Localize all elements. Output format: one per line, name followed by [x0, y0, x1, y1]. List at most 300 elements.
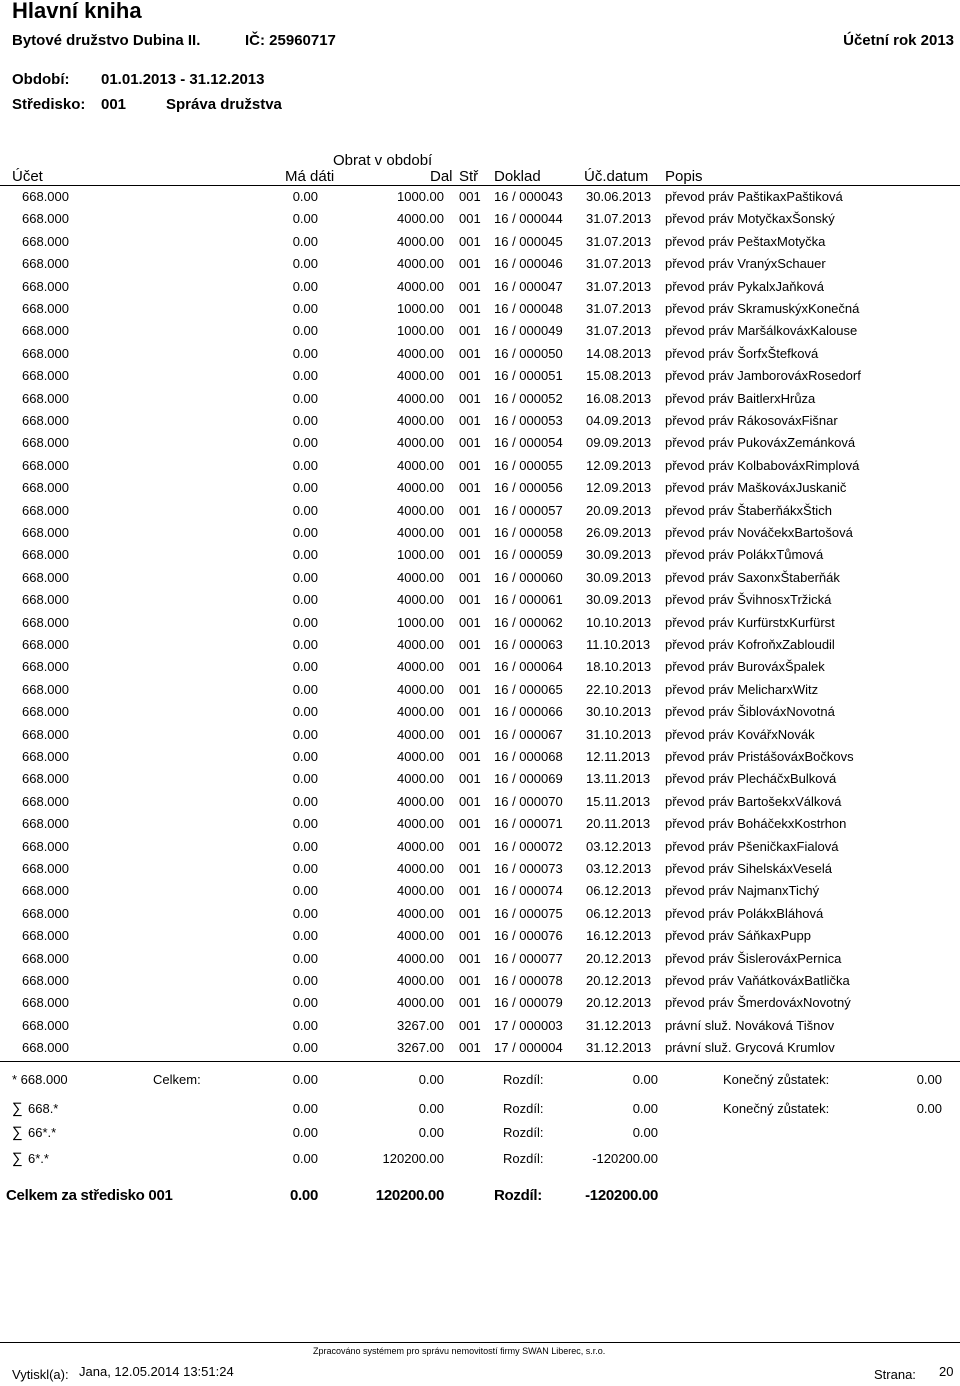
row-description: převod práv RákosováxFišnar	[665, 413, 838, 428]
row-credit: 1000.00	[397, 189, 444, 204]
row-center: 001	[459, 256, 481, 272]
row-description: převod práv MaršálkováxKalouse	[665, 323, 858, 339]
row-debit: 0.00	[292, 950, 318, 966]
row-center: 001	[459, 659, 481, 675]
sum-account: 66*.*	[28, 1125, 57, 1140]
col-credit: Dal	[430, 168, 453, 185]
row-date: 12.09.2013	[586, 480, 652, 496]
row-account: 668.000	[22, 973, 69, 988]
row-debit: 0.00	[292, 905, 318, 921]
sum-account: 6*.*	[28, 1151, 49, 1166]
row-center: 001	[459, 502, 481, 518]
table-row	[0, 816, 960, 838]
table-row	[0, 749, 960, 771]
row-document: 16 / 000045	[494, 233, 563, 249]
row-debit: 0.00	[292, 1040, 318, 1056]
row-debit: 0.00	[292, 771, 318, 787]
row-description: převod práv ŠiblováxNovotná	[665, 704, 835, 720]
row-description: převod práv ŠtaberňákxŠtich	[665, 502, 832, 518]
table-row	[0, 682, 960, 704]
row-center: 001	[459, 816, 481, 832]
row-date: 30.09.2013	[586, 592, 652, 608]
row-account: 668.000	[22, 659, 69, 675]
row-date: 31.07.2013	[586, 323, 652, 339]
row-document: 16 / 000046	[494, 256, 563, 272]
row-center: 001	[459, 1017, 481, 1033]
row-debit: 0.00	[292, 256, 318, 272]
row-account: 668.000	[22, 457, 69, 473]
row-credit: 1000.00	[397, 301, 444, 316]
row-description: převod práv VaňátkováxBatlička	[665, 973, 850, 988]
center-name: Správa družstva	[166, 96, 282, 113]
row-account: 668.000	[22, 256, 69, 272]
row-center: 001	[459, 189, 481, 204]
table-row	[0, 503, 960, 525]
sum-balance-label: Konečný zůstatek:	[723, 1101, 830, 1116]
row-account: 668.000	[22, 726, 69, 742]
row-debit: 0.00	[292, 861, 318, 876]
row-center: 001	[459, 592, 481, 608]
row-description: převod práv PšeničkaxFialová	[665, 838, 839, 854]
row-account: 668.000	[22, 1040, 69, 1056]
row-document: 16 / 000075	[494, 905, 563, 921]
table-row	[0, 346, 960, 368]
row-account: 668.000	[22, 816, 69, 832]
report-title: Hlavní kniha	[12, 0, 142, 23]
row-center: 001	[459, 345, 481, 361]
row-date: 20.11.2013	[586, 816, 651, 832]
row-debit: 0.00	[292, 637, 318, 652]
row-account: 668.000	[22, 435, 69, 451]
row-document: 16 / 000068	[494, 749, 563, 764]
row-date: 18.10.2013	[586, 659, 652, 675]
row-center: 001	[459, 973, 481, 988]
row-date: 12.09.2013	[586, 457, 652, 473]
row-credit: 4000.00	[397, 569, 444, 585]
table-row	[0, 951, 960, 973]
row-debit: 0.00	[292, 278, 318, 294]
table-row	[0, 727, 960, 749]
row-date: 20.12.2013	[586, 995, 652, 1011]
row-document: 16 / 000062	[494, 614, 563, 630]
row-date: 31.10.2013	[586, 726, 652, 742]
row-document: 16 / 000077	[494, 950, 563, 966]
printed-label: Vytiskl(a):	[12, 1367, 69, 1382]
row-description: převod práv NováčekxBartošová	[665, 525, 853, 540]
row-description: právní služ. Nováková Tišnov	[665, 1017, 835, 1033]
row-document: 16 / 000078	[494, 973, 563, 988]
sum-account: 668.*	[28, 1101, 59, 1116]
row-description: převod práv ŠmerdováxNovotný	[665, 995, 851, 1011]
row-credit: 4000.00	[397, 793, 444, 809]
row-date: 15.11.2013	[586, 793, 651, 809]
row-debit: 0.00	[292, 883, 318, 899]
row-debit: 0.00	[292, 525, 318, 540]
row-document: 16 / 000073	[494, 861, 563, 876]
row-document: 16 / 000059	[494, 547, 563, 563]
table-row	[0, 1018, 960, 1040]
row-account: 668.000	[22, 525, 69, 540]
row-date: 20.12.2013	[586, 950, 652, 966]
sum-diff: 0.00	[632, 1125, 658, 1140]
row-center: 001	[459, 771, 481, 787]
row-description: převod práv KurfürstxKurfürst	[665, 614, 835, 630]
row-date: 15.08.2013	[586, 368, 652, 384]
row-credit: 4000.00	[397, 726, 444, 742]
sum-debit: 0.00	[292, 1151, 318, 1166]
row-document: 16 / 000052	[494, 390, 563, 406]
row-account: 668.000	[22, 883, 69, 899]
row-document: 17 / 000004	[494, 1040, 563, 1056]
col-description: Popis	[665, 168, 703, 185]
row-center: 001	[459, 883, 481, 899]
row-description: převod práv PukováxZemánková	[665, 435, 856, 451]
row-document: 16 / 000048	[494, 301, 563, 316]
row-debit: 0.00	[292, 502, 318, 518]
row-account: 668.000	[22, 793, 69, 809]
row-description: převod práv NajmanxTichý	[665, 883, 820, 899]
grand-total-label: Celkem za středisko 001	[6, 1187, 173, 1204]
row-date: 31.07.2013	[586, 301, 652, 316]
row-account: 668.000	[22, 704, 69, 720]
row-credit: 4000.00	[397, 457, 444, 473]
row-description: převod práv ŠislerováxPernica	[665, 950, 842, 966]
header-divider	[0, 185, 960, 186]
sum-credit: 120200.00	[382, 1151, 444, 1166]
table-row	[0, 615, 960, 637]
row-description: převod práv MelicharxWitz	[665, 681, 819, 697]
row-date: 16.12.2013	[586, 928, 652, 944]
table-row	[0, 659, 960, 681]
grand-total-diff: -120200.00	[585, 1187, 658, 1204]
row-credit: 1000.00	[397, 547, 444, 563]
row-document: 16 / 000050	[494, 345, 563, 361]
row-debit: 0.00	[292, 211, 318, 227]
row-date: 10.10.2013	[586, 614, 652, 630]
row-center: 001	[459, 278, 481, 294]
row-date: 30.10.2013	[586, 704, 652, 720]
row-date: 30.09.2013	[586, 569, 652, 585]
row-date: 26.09.2013	[586, 525, 652, 540]
row-date: 16.08.2013	[586, 390, 652, 406]
grand-total-credit: 120200.00	[375, 1187, 444, 1204]
row-debit: 0.00	[292, 973, 318, 988]
row-document: 16 / 000069	[494, 771, 563, 787]
row-debit: 0.00	[292, 569, 318, 585]
row-description: převod práv ŠvihnosxTržická	[665, 592, 832, 608]
row-center: 001	[459, 637, 481, 652]
row-description: převod práv KolbabováxRimplová	[665, 457, 860, 473]
row-center: 001	[459, 614, 481, 630]
row-credit: 4000.00	[397, 211, 444, 227]
row-credit: 4000.00	[397, 278, 444, 294]
col-account: Účet	[12, 168, 43, 185]
processed-by: Zpracováno systémem pro správu nemovitostí firmy SWAN Liberec, s.r.o.	[313, 1346, 606, 1356]
row-document: 16 / 000071	[494, 816, 563, 832]
row-account: 668.000	[22, 614, 69, 630]
row-date: 11.10.2013	[586, 637, 651, 652]
account-total-debit: 0.00	[292, 1072, 318, 1087]
row-document: 16 / 000064	[494, 659, 563, 675]
row-center: 001	[459, 838, 481, 854]
row-account: 668.000	[22, 301, 69, 316]
row-document: 16 / 000067	[494, 726, 563, 742]
col-document: Doklad	[494, 168, 541, 185]
row-center: 001	[459, 525, 481, 540]
table-row	[0, 570, 960, 592]
row-account: 668.000	[22, 278, 69, 294]
col-center: Stř	[459, 168, 479, 185]
row-debit: 0.00	[292, 1017, 318, 1033]
row-account: 668.000	[22, 771, 69, 787]
row-debit: 0.00	[292, 681, 318, 697]
row-account: 668.000	[22, 211, 69, 227]
row-account: 668.000	[22, 368, 69, 384]
row-center: 001	[459, 950, 481, 966]
row-description: převod práv PristášováxBočkovs	[665, 749, 854, 764]
page-number: 20	[939, 1364, 954, 1379]
row-credit: 3267.00	[397, 1017, 444, 1033]
center-label: Středisko:	[12, 96, 86, 113]
row-center: 001	[459, 301, 481, 316]
row-date: 12.11.2013	[586, 749, 651, 764]
row-center: 001	[459, 861, 481, 876]
period-label: Období:	[12, 71, 70, 88]
row-description: převod práv MaškováxJuskanič	[665, 480, 847, 496]
row-date: 22.10.2013	[586, 681, 652, 697]
row-center: 001	[459, 547, 481, 563]
row-date: 30.09.2013	[586, 547, 652, 563]
row-credit: 4000.00	[397, 816, 444, 832]
row-credit: 4000.00	[397, 861, 444, 876]
row-account: 668.000	[22, 928, 69, 944]
row-credit: 4000.00	[397, 592, 444, 608]
row-center: 001	[459, 681, 481, 697]
row-description: převod práv PolákxTůmová	[665, 547, 824, 563]
row-credit: 4000.00	[397, 659, 444, 675]
company-ic: IČ: 25960717	[245, 32, 336, 49]
table-row	[0, 973, 960, 995]
row-center: 001	[459, 1040, 481, 1056]
row-description: převod práv KovářxNovák	[665, 726, 815, 742]
row-credit: 4000.00	[397, 838, 444, 854]
sum-diff: -120200.00	[592, 1151, 658, 1166]
row-account: 668.000	[22, 1017, 69, 1033]
table-row	[0, 1040, 960, 1062]
table-row	[0, 323, 960, 345]
row-credit: 3267.00	[397, 1040, 444, 1056]
row-credit: 4000.00	[397, 525, 444, 540]
row-credit: 4000.00	[397, 637, 444, 652]
table-row	[0, 458, 960, 480]
row-date: 04.09.2013	[586, 413, 652, 428]
row-date: 03.12.2013	[586, 838, 652, 854]
row-debit: 0.00	[292, 345, 318, 361]
row-document: 16 / 000044	[494, 211, 563, 227]
row-document: 16 / 000060	[494, 569, 563, 585]
row-credit: 4000.00	[397, 883, 444, 899]
account-total-balance-label: Konečný zůstatek:	[723, 1072, 830, 1087]
row-date: 30.06.2013	[586, 189, 652, 204]
row-date: 31.12.2013	[586, 1040, 652, 1056]
table-row	[0, 301, 960, 323]
company-name: Bytové družstvo Dubina II.	[12, 32, 201, 49]
row-document: 16 / 000055	[494, 457, 563, 473]
grand-total-diff-label: Rozdíl:	[494, 1187, 542, 1204]
row-date: 13.11.2013	[586, 771, 651, 787]
table-row	[0, 256, 960, 278]
row-description: převod práv VranýxSchauer	[665, 256, 826, 272]
sum-diff-label: Rozdíl:	[503, 1101, 544, 1116]
row-document: 16 / 000066	[494, 704, 563, 720]
row-description: převod práv PeštaxMotyčka	[665, 233, 826, 249]
row-account: 668.000	[22, 323, 69, 339]
row-description: převod práv MotyčkaxŠonský	[665, 211, 835, 227]
period-value: 01.01.2013 - 31.12.2013	[101, 71, 265, 88]
row-account: 668.000	[22, 592, 69, 608]
row-account: 668.000	[22, 345, 69, 361]
row-debit: 0.00	[292, 233, 318, 249]
footer-divider	[0, 1342, 960, 1343]
row-debit: 0.00	[292, 323, 318, 339]
row-document: 16 / 000079	[494, 995, 563, 1011]
row-document: 16 / 000057	[494, 502, 563, 518]
row-debit: 0.00	[292, 547, 318, 563]
row-document: 16 / 000056	[494, 480, 563, 496]
table-row	[0, 413, 960, 435]
table-row	[0, 704, 960, 726]
row-description: převod práv PlecháčxBulková	[665, 771, 837, 787]
table-row	[0, 906, 960, 928]
account-total-diff-label: Rozdíl:	[503, 1072, 544, 1087]
sum-diff-label: Rozdíl:	[503, 1151, 544, 1166]
rows-divider	[0, 1061, 960, 1062]
row-center: 001	[459, 233, 481, 249]
row-description: převod práv BaitlerxHrůza	[665, 390, 816, 406]
row-debit: 0.00	[292, 457, 318, 473]
row-description: převod práv PykalxJaňková	[665, 278, 824, 294]
row-credit: 4000.00	[397, 480, 444, 496]
row-document: 16 / 000065	[494, 681, 563, 697]
row-description: převod práv BoháčekxKostrhon	[665, 816, 847, 832]
row-date: 03.12.2013	[586, 861, 652, 876]
row-credit: 4000.00	[397, 928, 444, 944]
account-total-code: * 668.000	[12, 1072, 68, 1087]
row-debit: 0.00	[292, 368, 318, 384]
row-document: 16 / 000076	[494, 928, 563, 944]
row-center: 001	[459, 390, 481, 406]
row-document: 16 / 000061	[494, 592, 563, 608]
row-account: 668.000	[22, 905, 69, 921]
row-credit: 4000.00	[397, 749, 444, 764]
row-account: 668.000	[22, 189, 69, 204]
row-date: 20.09.2013	[586, 502, 652, 518]
row-description: právní služ. Grycová Krumlov	[665, 1040, 835, 1056]
col-debit: Má dáti	[285, 168, 335, 185]
row-debit: 0.00	[292, 793, 318, 809]
account-total-label: Celkem:	[153, 1072, 201, 1087]
row-document: 16 / 000051	[494, 368, 563, 384]
center-code: 001	[101, 96, 127, 113]
row-date: 31.07.2013	[586, 211, 652, 227]
sum-credit: 0.00	[418, 1101, 444, 1116]
sum-symbol: ∑	[12, 1100, 23, 1117]
account-total-diff: 0.00	[632, 1072, 658, 1087]
row-account: 668.000	[22, 413, 69, 428]
row-date: 31.07.2013	[586, 278, 652, 294]
row-date: 20.12.2013	[586, 973, 652, 988]
row-document: 16 / 000043	[494, 189, 563, 204]
sum-diff: 0.00	[632, 1101, 658, 1116]
row-debit: 0.00	[292, 301, 318, 316]
row-credit: 1000.00	[397, 614, 444, 630]
sum-balance: 0.00	[916, 1101, 942, 1116]
row-document: 16 / 000063	[494, 637, 563, 652]
row-date: 06.12.2013	[586, 883, 652, 899]
row-credit: 4000.00	[397, 368, 444, 384]
row-debit: 0.00	[292, 614, 318, 630]
row-account: 668.000	[22, 547, 69, 563]
row-center: 001	[459, 480, 481, 496]
row-account: 668.000	[22, 569, 69, 585]
row-description: převod práv ŠorfxŠtefková	[665, 345, 819, 361]
row-center: 001	[459, 905, 481, 921]
row-credit: 4000.00	[397, 950, 444, 966]
table-row	[0, 189, 960, 211]
row-date: 09.09.2013	[586, 435, 652, 451]
grand-total-debit: 0.00	[290, 1187, 318, 1204]
row-account: 668.000	[22, 861, 69, 876]
row-credit: 4000.00	[397, 905, 444, 921]
row-date: 06.12.2013	[586, 905, 652, 921]
row-account: 668.000	[22, 995, 69, 1011]
row-center: 001	[459, 749, 481, 764]
row-description: převod práv JamborováxRosedorf	[665, 368, 861, 384]
printed-value: Jana, 12.05.2014 13:51:24	[79, 1364, 234, 1379]
row-credit: 4000.00	[397, 704, 444, 720]
table-row	[0, 995, 960, 1017]
row-account: 668.000	[22, 838, 69, 854]
row-account: 668.000	[22, 502, 69, 518]
row-center: 001	[459, 569, 481, 585]
row-credit: 4000.00	[397, 435, 444, 451]
sum-credit: 0.00	[418, 1125, 444, 1140]
row-credit: 4000.00	[397, 771, 444, 787]
row-description: převod práv KofroňxZabloudil	[665, 637, 835, 652]
table-row	[0, 547, 960, 569]
row-debit: 0.00	[292, 435, 318, 451]
table-row	[0, 592, 960, 614]
table-row	[0, 883, 960, 905]
row-description: převod práv SaxonxŠtaberňák	[665, 569, 840, 585]
row-debit: 0.00	[292, 928, 318, 944]
row-document: 16 / 000058	[494, 525, 563, 540]
row-document: 16 / 000074	[494, 883, 563, 899]
table-row	[0, 928, 960, 950]
row-date: 14.08.2013	[586, 345, 652, 361]
row-credit: 4000.00	[397, 502, 444, 518]
row-document: 16 / 000047	[494, 278, 563, 294]
row-debit: 0.00	[292, 995, 318, 1011]
row-document: 16 / 000072	[494, 838, 563, 854]
table-row	[0, 637, 960, 659]
row-credit: 4000.00	[397, 345, 444, 361]
page-label: Strana:	[874, 1367, 916, 1382]
row-center: 001	[459, 457, 481, 473]
row-debit: 0.00	[292, 704, 318, 720]
row-center: 001	[459, 413, 481, 428]
row-account: 668.000	[22, 233, 69, 249]
